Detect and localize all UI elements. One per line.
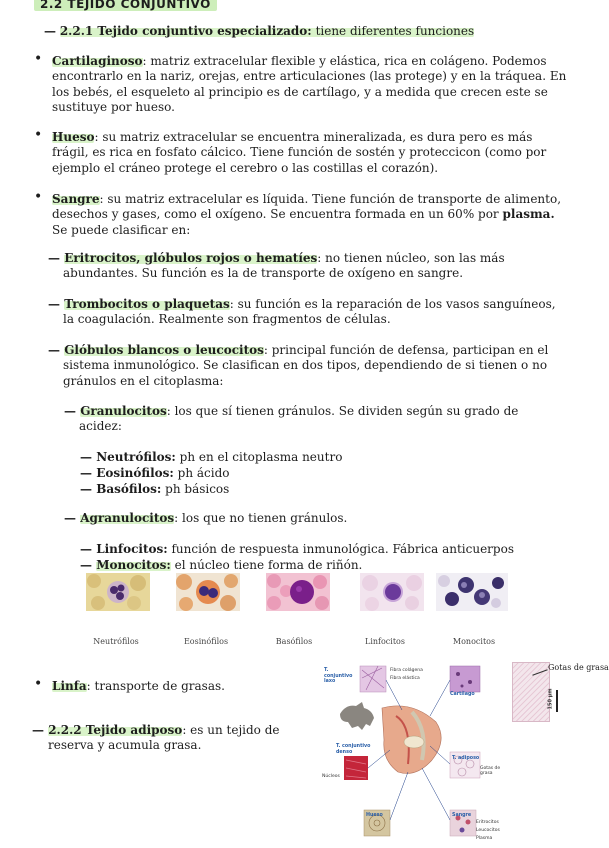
paragraph-sangre: [52, 192, 572, 238]
caption-monocitos: Monocitos: [452, 637, 496, 646]
item-adiposo: — 2.2.2 Tejido adiposo: es un tejido de reserva y acumula grasa.: [32, 723, 280, 753]
term-linfa: Linfa: [52, 679, 87, 693]
label-sangre: Sangre: [452, 813, 472, 818]
paragraph-hueso: [52, 130, 572, 176]
eosinophil-image: [176, 573, 240, 611]
list-item: — Basófilos: ph básicos: [80, 482, 230, 496]
term-cartilaginoso: Cartilaginoso: [52, 54, 143, 68]
caption-linfocitos: Linfocitos: [365, 637, 405, 646]
item-agranulocitos: — Agranulocitos: los que no tienen gránulos.: [64, 511, 348, 525]
text-linfa: : transporte de grasas.: [86, 679, 225, 693]
bullet: •: [34, 51, 43, 67]
scale-label: 150 µm: [547, 688, 554, 710]
section-header: [34, 0, 217, 11]
label-fibra-elas: Fibra elástica: [390, 676, 420, 681]
item-leucocitos: — Glóbulos blancos o leucocitos: principal función de defensa, participan en el sistema inmunológico. Se clasifican en dos tipos, dependiendo de si tienen o no gránulos en el citoplasma:: [48, 343, 549, 388]
label-gotas: Gotas de grasa: [480, 766, 501, 776]
list-item: — Linfocitos: función de respuesta inmunológica. Fábrica anticuerpos: [80, 542, 514, 556]
list-item: — Monocitos: el núcleo tiene forma de riñón.: [80, 558, 363, 572]
subtitle-line: — 2.2.1 Tejido conjuntivo especializado: tiene diferentes funciones: [44, 24, 475, 38]
term-plasma: plasma.: [502, 207, 555, 222]
text-hueso: : su matriz extracelular se encuentra mineralizada, es dura pero es más frágil, es rica en fosfato cálcico. Tiene función de sostén y proteccicon (como por ejemplo el cráneo protege el cerebro o las costillas el corazón).: [52, 130, 547, 175]
subtitle-term: 2.2.1 Tejido conjuntivo especializado:: [59, 24, 312, 38]
label-plasma: Plasma: [476, 836, 493, 841]
text-granulocitos: : los que sí tienen gránulos. Se dividen según su grado de acidez:: [79, 404, 519, 434]
text-trombocitos: : su función es la reparación de los vasos sanguíneos, la coagulación. Realmente son fragmentos de células.: [63, 297, 556, 327]
agranulocitos-list: [80, 541, 560, 573]
text-eritrocitos: : no tienen núcleo, son las más abundantes. Su función es la de transporte de oxígeno en sangre.: [63, 251, 505, 281]
list-item: — Neutrófilos: ph en el citoplasma neutro: [80, 450, 343, 464]
label-adiposo: T. adiposo: [452, 756, 480, 761]
label-leucocitos: Leucocitos: [476, 828, 500, 833]
subtitle-text: tiene diferentes funciones: [311, 24, 475, 38]
term-granulocitos: Granulocitos: [80, 404, 167, 418]
label-fibra-col: Fibra colágena: [390, 668, 423, 673]
label-cartilago: Cartílago: [450, 692, 475, 697]
term-adiposo: 2.2.2 Tejido adiposo: [48, 723, 183, 737]
text-agranulocitos: : los que no tienen gránulos.: [174, 511, 348, 525]
bullet: •: [34, 189, 43, 205]
gotas-label: Gotas de grasa: [548, 663, 609, 672]
basophil-image: [266, 573, 330, 611]
caption-neutrofilos: Neutrófilos: [93, 637, 139, 646]
term-eritrocitos: Eritrocitos, glóbulos rojos o hematíes: [64, 251, 318, 265]
bullet: •: [34, 676, 43, 692]
neutrophil-image: [86, 573, 150, 611]
section-title: 2.2 TEJIDO CONJUNTIVO: [34, 0, 217, 11]
label-nucleos: Núcleos: [322, 774, 340, 779]
term-leucocitos: Glóbulos blancos o leucocitos: [64, 343, 264, 357]
list-item: — Eosinófilos: ph ácido: [80, 466, 230, 480]
caption-eosinofilos: Eosinófilos: [183, 637, 229, 646]
label-conj-laxo: T. conjuntivo laxo: [324, 668, 353, 684]
bullet: •: [34, 127, 43, 143]
label-conj-denso: T. conjuntivo denso: [336, 744, 371, 755]
monocyte-image: [436, 573, 508, 611]
text-leucocitos: : principal función de defensa, participan en el sistema inmunológico. Se clasifican en dos tipos, dependiendo de si tienen o no gránulos en el citoplasma:: [63, 343, 549, 388]
item-trombocitos: — Trombocitos o plaquetas: su función es la reparación de los vasos sanguíneos, la coagulación. Realmente son fragmentos de células.: [48, 297, 556, 327]
label-eritrocitos: Eritrocitos: [476, 820, 499, 825]
caption-basofilos: Basófilos: [275, 637, 313, 646]
text-sangre-2: Se puede clasificar en:: [52, 222, 191, 237]
label-hueso: Hueso: [366, 813, 383, 818]
scale-bar: [556, 690, 558, 712]
paragraph-linfa: [52, 679, 302, 694]
text-cartilaginoso: : matriz extracelular flexible y elástica, rica en colágeno. Podemos encontrarlo en la nariz, orejas, entre articulaciones (las protege) y en la tráquea. En los bebés, el esqueleto al principio es de cartílago, y a medida que crecen este se sustituye por hueso.: [52, 54, 567, 115]
paragraph-cartilaginoso: [52, 54, 572, 116]
text-adiposo: : es un tejido de reserva y acumula grasa.: [48, 723, 280, 753]
granulocitos-list: [80, 449, 480, 497]
term-trombocitos: Trombocitos o plaquetas: [64, 297, 230, 311]
item-granulocitos: — Granulocitos: los que sí tienen gránulos. Se dividen según su grado de acidez:: [64, 404, 519, 434]
item-eritrocitos: — Eritrocitos, glóbulos rojos o hematíes: no tienen núcleo, son las más abundantes. Su función es la de transporte de oxígeno en sangre.: [48, 251, 505, 281]
text-sangre-1: : su matriz extracelular es líquida. Tiene función de transporte de alimento, desechos y gases, como el oxígeno. Se encuentra formada en un 60% por: [52, 192, 562, 222]
term-agranulocitos: Agranulocitos: [80, 511, 175, 525]
term-hueso: Hueso: [52, 130, 95, 144]
lymphocyte-image: [360, 573, 424, 611]
term-sangre: Sangre: [52, 192, 100, 206]
